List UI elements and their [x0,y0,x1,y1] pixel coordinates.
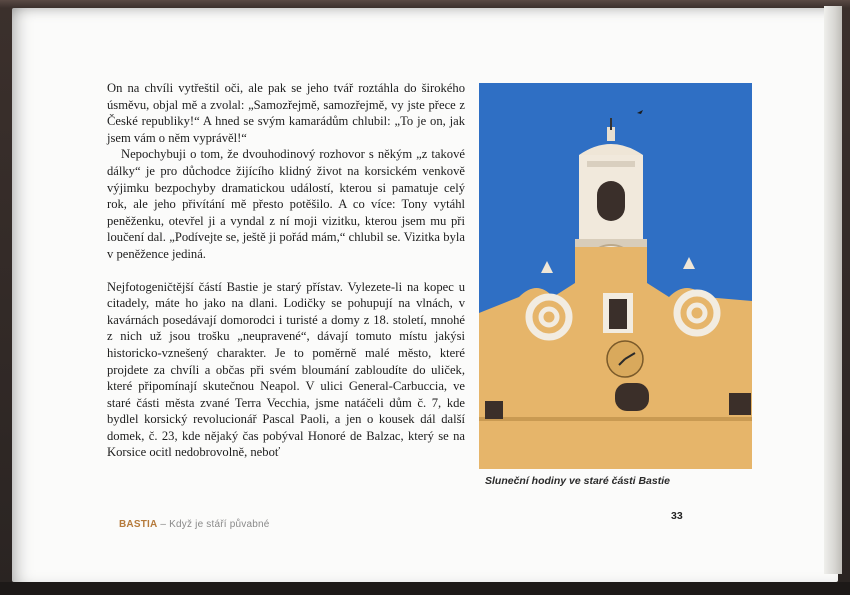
clock-tower-illustration [479,83,752,469]
running-footer [119,519,270,530]
paragraph-2: Nepochybuji o tom, že dvouhodinový rozhovor s někým „z takové dálky“ je pro důchodce žijícího klidný život na korsickém venkově výjimku bezpochyby dramatickou událostí, kterou si pamatuje celý rok, ale jeho přivítání mě přesto potěšilo. A co více: Tony vytáhl peněženku, otevřel ji a vyndal z ní moji vizitku, kterou jsem mu při loučení dal. „Podívejte se, ještě ji pořád mám,“ chlubil se. Vizitka byla v peněžence jediná. [107,147,465,261]
body-text-column [107,80,465,461]
footer-chapter-title: Když je stáří půvabné [169,519,270,530]
footer-book-title: BASTIA [119,519,158,530]
photo-caption: Sluneční hodiny ve staré části Bastie [485,475,670,487]
scan-bottom-edge [0,582,850,595]
clock-tower-photo [479,83,752,469]
paragraph-3: Nejfotogeničtější částí Bastie je starý přístav. Vylezete-li na kopec u citadely, máte ho jako na dlani. Lodičky se pohupují na vlnách, v kavárnách posedávají domorodci i turisté a domy z 18. století, mnohé z nich už jsou trošku „neupravené“, dávají tomuto místu jakýsi historicko-vznešený charakter. Je to poměrně malé město, které projdete za chvíli a občas při svém bloumání zabloudíte do uliček, které připomínají skutečnou Neapol. V ulici General-Carbuccia, ve staré části města zvané Terra Vecchia, jsme natáčeli dům č. 7, kde bydlel korsický revolucionář Pascal Paoli, a jen o kousek dál další domek, č. 23, kde nějaký čas pobýval Honoré de Balzac, který se na Korsice ocitl nedobrovolně, neboť [107,279,465,460]
page-number: 33 [671,510,683,522]
paragraph-1: On na chvíli vytřeštil oči, ale pak se jeho tvář roztáhla do širokého úsměvu, objal mě a zvolal: „Samozřejmě, samozřejmě, vy jste přece z České republiky!“ A hned se svým kamarádům chlubil: „To je on, jak jsem vám o něm vyprávěl!“ [107,81,465,145]
page-edge [824,6,842,574]
footer-separator: – [157,519,170,530]
